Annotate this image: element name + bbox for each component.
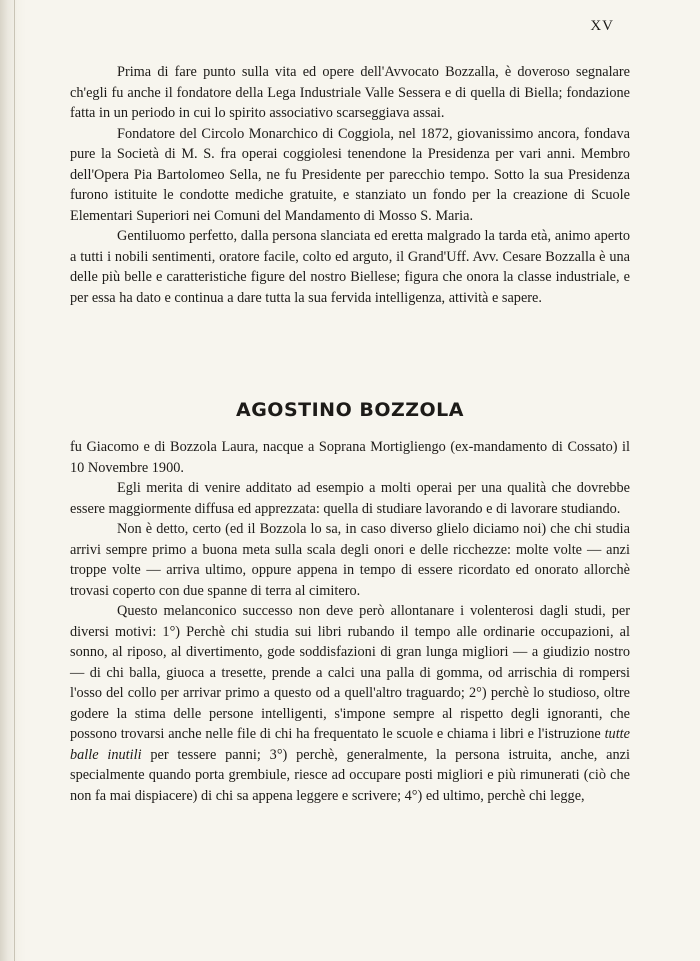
paragraph [70,601,630,806]
page-gutter-shadow [0,0,26,961]
section-heading: AGOSTINO BOZZOLA [236,399,464,421]
paragraph: Egli merita di venire additato ad esempio a molti operai per una qualità che dovrebbe essere maggiormente diffusa ed apprezzata: quella di studiare lavorando e di lavorare studiando. [70,480,630,517]
paragraph: Non è detto, certo (ed il Bozzola lo sa, in caso diverso glielo diciamo noi) che chi studia arrivi sempre primo a buona meta sulla scala degli onori e delle ricchezze: molte volte — anzi troppe volte — arriva ultimo, oppure appena in tempo di essere ricordato ed onorato allorchè trovasi coperto con due spanne di terra al cimitero. [70,521,630,599]
bozzalla-section [70,62,630,308]
intro-paragraph: fu Giacomo e di Bozzola Laura, nacque a Soprana Mortigliengo (ex-mandamento di Cossato) il 10 Novembre 1900. [70,439,630,476]
binding-line [14,0,15,961]
bozzola-section [70,437,630,806]
page-number: XV [590,18,614,34]
paragraph: Fondatore del Circolo Monarchico di Coggiola, nel 1872, giovanissimo ancora, fondava pure la Società di M. S. fra operai coggiolesi tenendone la Presidenza per vari anni. Membro dell'Opera Pia Bartolomeo Sella, ne fu Presidente per parecchio tempo. Sotto la sua Presidenza furono istituite le condotte mediche gratuite, e stanziato un fondo per la creazione di Scuole Elementari Superiori nei Comuni del Mandamento di Mosso S. Maria. [70,125,630,224]
paragraph: Prima di fare punto sulla vita ed opere dell'Avvocato Bozzalla, è doveroso segnalare ch'egli fu anche il fondatore della Lega Industriale Valle Sessera e di quella di Biella; fondazione fatta in un periodo in cui lo spirito associativo scarseggiava assai. [70,64,630,121]
italic-quote: tutte balle inutili [70,726,630,763]
paragraph-text: Questo melanconico successo non deve però allontanare i volenterosi dagli studi, per diversi motivi: 1°) Perchè chi studia sui libri rubando il tempo alle ordinarie occupazioni, al sonno, al riposo, al divertimento, gode soddisfazioni di gran lunga migliori — a giudizio nostro — di chi balla, giuoca a tresette, prende a calci una palla di gomma, od arrischia di rompersi l'osso del collo per arrivar primo a questo od a quell'altro traguardo; 2°) perchè lo studioso, oltre godere la stima delle persone intelligenti, s'impone sempre al rispetto degli ignoranti, che possono trovarsi anche nelle file di chi ha frequentato le scuole e chiama i libri e l'istruzione [70,603,630,742]
paragraph-text: per tessere panni; 3°) perchè, generalmente, la persona istruita, anche, anzi specialmente quando porta grembiule, riesce ad occupare posti migliori e più rimunerati (ciò che non fa mai dispiacere) di chi sa appena leggere e scrivere; 4°) ed ultimo, perchè chi legge, [70,746,630,804]
paragraph: Gentiluomo perfetto, dalla persona slanciata ed eretta malgrado la tarda età, animo aperto a tutti i nobili sentimenti, oratore facile, colto ed arguto, il Grand'Uff. Avv. Cesare Bozzalla è una delle più belle e caratteristiche figure del nostro Biellese; figura che onora la classe industriale, e per essa ha dato e continua a dare tutta la sua fervida intelligenza, attività e sapere. [70,228,630,306]
